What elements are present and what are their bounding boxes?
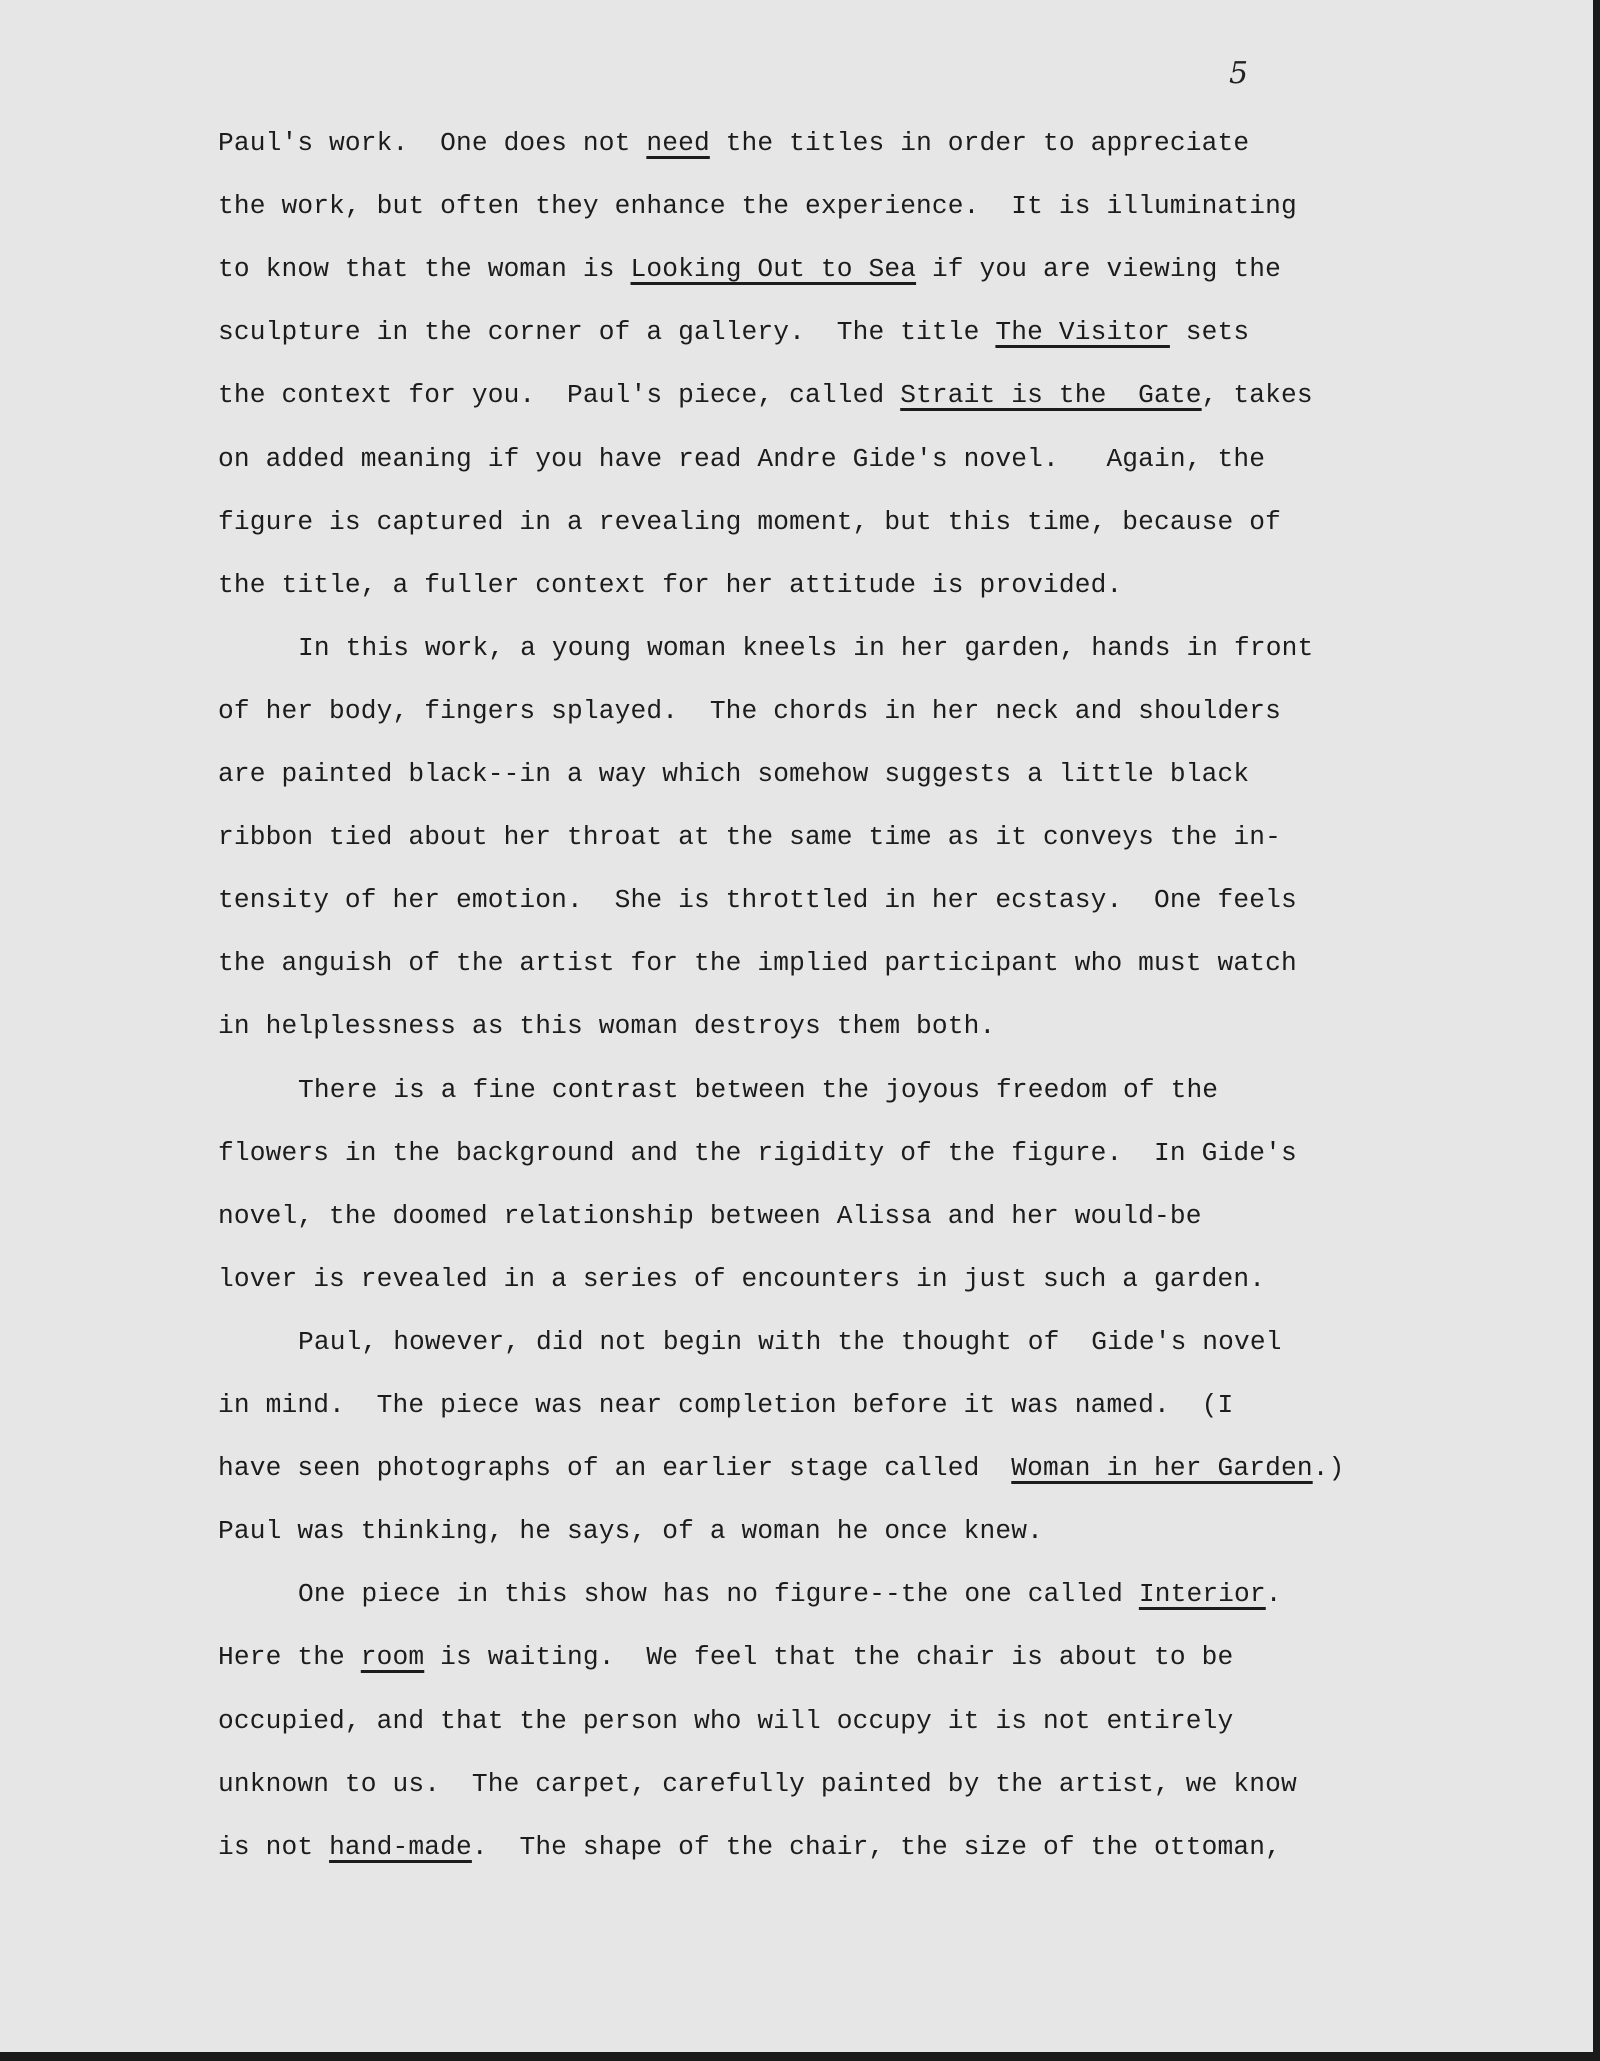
text-line (218, 380, 1313, 410)
text-run: . The shape of the chair, the size of the ottoman, (471, 1831, 1281, 1862)
text-run: One piece in this show has no figure--the one called (298, 1579, 1139, 1610)
text-line (218, 1453, 1344, 1483)
text-line (218, 948, 1297, 978)
text-run: if you are viewing the (916, 254, 1281, 285)
text-line (218, 1706, 1233, 1736)
text-run: is not (218, 1831, 330, 1862)
text-line (298, 1327, 1282, 1357)
text-run: novel, the doomed relationship between Alissa and her would-be (218, 1200, 1202, 1231)
text-run: lover is revealed in a series of encounters in just such a garden. (218, 1263, 1266, 1294)
text-line (218, 885, 1297, 915)
underlined-title: hand-made (329, 1831, 472, 1862)
text-line (218, 507, 1281, 537)
text-run: the work, but often they enhance the experience. It is illuminating (218, 191, 1297, 222)
text-run: are painted black--in a way which somehow suggests a little black (218, 759, 1250, 789)
text-line (218, 191, 1297, 221)
text-run: Paul was thinking, he says, of a woman he once knew. (218, 1516, 1043, 1547)
underlined-title: room (360, 1642, 425, 1673)
text-line (218, 317, 1249, 347)
underlined-title: Looking Out to Sea (630, 254, 917, 285)
text-run: sets (1169, 317, 1250, 348)
text-line (218, 1832, 1281, 1862)
text-line (218, 1390, 1233, 1420)
text-run: of her body, fingers splayed. The chords in her neck and shoulders (218, 695, 1281, 726)
text-run: ribbon tied about her throat at the same time as it conveys the in- (218, 822, 1281, 853)
text-run: the context for you. Paul's piece, called (218, 380, 901, 411)
page-number: 5 (1229, 56, 1249, 91)
text-line (298, 1579, 1282, 1609)
text-line (218, 128, 1249, 158)
text-line (218, 254, 1281, 284)
text-run: . (1265, 1579, 1282, 1610)
text-line (218, 1642, 1233, 1672)
text-line (218, 1769, 1297, 1799)
underlined-title: Interior (1138, 1579, 1266, 1610)
text-line (218, 822, 1281, 852)
text-line (298, 1075, 1218, 1105)
text-run: the titles in order to appreciate (709, 128, 1250, 158)
text-line (218, 570, 1122, 600)
text-line (218, 1138, 1297, 1168)
text-run: unknown to us. The carpet, carefully painted by the artist, we know (218, 1768, 1297, 1799)
text-line (218, 759, 1249, 789)
text-run: to know that the woman is (218, 254, 631, 285)
text-run: There is a fine contrast between the joyous freedom of the (298, 1074, 1219, 1105)
text-run: figure is captured in a revealing moment, but this time, because of (218, 506, 1281, 537)
text-run: have seen photographs of an earlier stage called (218, 1453, 1012, 1484)
text-run: Paul's work. One does not (218, 128, 647, 158)
text-line (218, 1011, 995, 1041)
underlined-title: The Visitor (995, 317, 1170, 348)
text-line (218, 1264, 1265, 1294)
text-run: in helplessness as this woman destroys them both. (218, 1011, 996, 1042)
text-run: Paul, however, did not begin with the thought of Gide's novel (298, 1326, 1282, 1357)
underlined-title: need (646, 128, 710, 158)
text-run: , takes (1201, 380, 1313, 411)
underlined-title: Woman in her Garden (1011, 1453, 1313, 1484)
text-run: .) (1312, 1453, 1345, 1484)
text-line (218, 1201, 1202, 1231)
text-line (298, 633, 1313, 663)
text-run: sculpture in the corner of a gallery. The title (218, 317, 996, 348)
text-line (218, 696, 1281, 726)
text-line (218, 1516, 1043, 1546)
text-line (218, 444, 1265, 474)
text-run: Here the (218, 1642, 361, 1673)
text-run: in mind. The piece was near completion before it was named. (I (218, 1390, 1234, 1420)
underlined-title: Strait is the Gate (900, 380, 1202, 411)
text-run: is waiting. We feel that the chair is about to be (424, 1642, 1234, 1673)
text-run: on added meaning if you have read Andre Gide's novel. Again, the (218, 443, 1266, 474)
text-run: tensity of her emotion. She is throttled in her ecstasy. One feels (218, 885, 1297, 916)
text-run: the title, a fuller context for her attitude is provided. (218, 569, 1123, 600)
text-run: flowers in the background and the rigidity of the figure. In Gide's (218, 1137, 1297, 1168)
text-run: the anguish of the artist for the implied participant who must watch (218, 948, 1297, 979)
text-run: occupied, and that the person who will occupy it is not entirely (218, 1705, 1234, 1736)
text-run: In this work, a young woman kneels in her garden, hands in front (298, 632, 1314, 663)
